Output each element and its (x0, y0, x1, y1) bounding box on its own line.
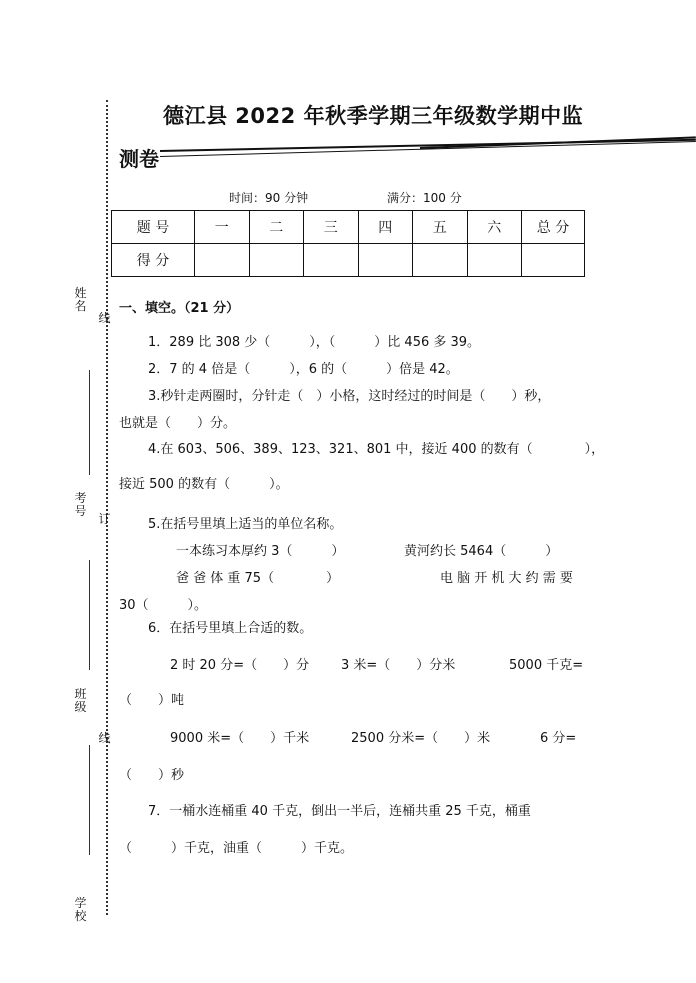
question-6-item-1: 2 时 20 分=（ ）分 (170, 658, 310, 673)
score-entry-cell[interactable] (522, 244, 585, 277)
question-6-item-6-cont: （ ）秒 (119, 768, 185, 783)
question-3-line2: 也就是（ ）分。 (119, 416, 237, 431)
page-title: 德江县 2022 年秋季学期三年级数学期中监 (163, 104, 584, 128)
binding-mark-xian-top: 线 (98, 311, 111, 325)
score-table-score-row (112, 244, 585, 277)
page-title-continued: 测卷 (119, 147, 159, 171)
table-cell: 得 分 (112, 244, 195, 277)
question-5-item-2: 黄河约长 5464（ ） (404, 544, 559, 559)
score-table (111, 210, 585, 277)
question-5-item-1: 一本练习本厚约 3（ ） (176, 544, 345, 559)
question-7-line1: 7．一桶水连桶重 40 千克，倒出一半后，连桶共重 25 千克，桶重 (148, 804, 531, 819)
question-6-item-3-cont: （ ）吨 (119, 693, 185, 708)
question-5-item-4: 电 脑 开 机 大 约 需 要 (440, 571, 573, 586)
full-score: 满分：100 分 (387, 191, 462, 205)
class-label: 班级 (74, 687, 87, 714)
table-cell: 五 (413, 211, 468, 244)
question-5-item-3: 爸 爸 体 重 75（ ） (176, 571, 340, 586)
table-cell: 题 号 (112, 211, 195, 244)
score-entry-cell[interactable] (358, 244, 413, 277)
table-cell: 二 (249, 211, 304, 244)
table-cell: 一 (195, 211, 250, 244)
question-4-line1: 4.在 603、506、389、123、321、801 中，接近 400 的数有（ ）， (148, 442, 605, 457)
binding-mark-xian-bottom: 线 (98, 731, 111, 745)
question-1: 1．289 比 308 少（ ），（ ）比 456 多 39。 (148, 335, 481, 350)
question-4-line2: 接近 500 的数有（ ）。 (119, 477, 289, 492)
score-entry-cell[interactable] (304, 244, 359, 277)
name-label: 姓名 (74, 286, 87, 313)
question-6-item-2: 3 米=（ ）分米 (341, 658, 456, 673)
section-heading: 一、填空。（21 分） (119, 301, 240, 316)
score-entry-cell[interactable] (413, 244, 468, 277)
name-fill-line (89, 370, 90, 475)
question-6-item-3: 5000 千克= (509, 658, 584, 673)
exam-time: 时间：90 分钟 (229, 191, 309, 205)
table-cell: 四 (358, 211, 413, 244)
question-6-item-6: 6 分= (540, 731, 577, 746)
question-2: 2．7 的 4 倍是（ ），6 的（ ）倍是 42。 (148, 362, 459, 377)
question-3-line1: 3.秒针走两圈时，分针走（ ）小格，这时经过的时间是（ ）秒， (148, 389, 551, 404)
table-cell: 三 (304, 211, 359, 244)
binding-mark-ding: 订 (98, 512, 111, 526)
question-6: 6．在括号里填上合适的数。 (148, 621, 313, 636)
school-label: 学校 (74, 896, 87, 923)
score-entry-cell[interactable] (195, 244, 250, 277)
question-6-item-5: 2500 分米=（ ）米 (351, 731, 491, 746)
exam-no-label: 考号 (74, 491, 87, 518)
score-entry-cell[interactable] (249, 244, 304, 277)
binding-dotted-line (106, 100, 108, 915)
score-table-header-row (112, 211, 585, 244)
table-cell: 六 (467, 211, 522, 244)
table-cell: 总 分 (522, 211, 585, 244)
exam-no-fill-line (89, 560, 90, 670)
question-7-line2: （ ）千克，油重（ ）千克。 (119, 841, 354, 856)
question-6-item-4: 9000 米=（ ）千米 (170, 731, 310, 746)
class-fill-line (89, 745, 90, 855)
question-5-item-4-cont: 30（ ）。 (119, 598, 208, 613)
score-entry-cell[interactable] (467, 244, 522, 277)
question-5: 5.在括号里填上适当的单位名称。 (148, 517, 343, 532)
